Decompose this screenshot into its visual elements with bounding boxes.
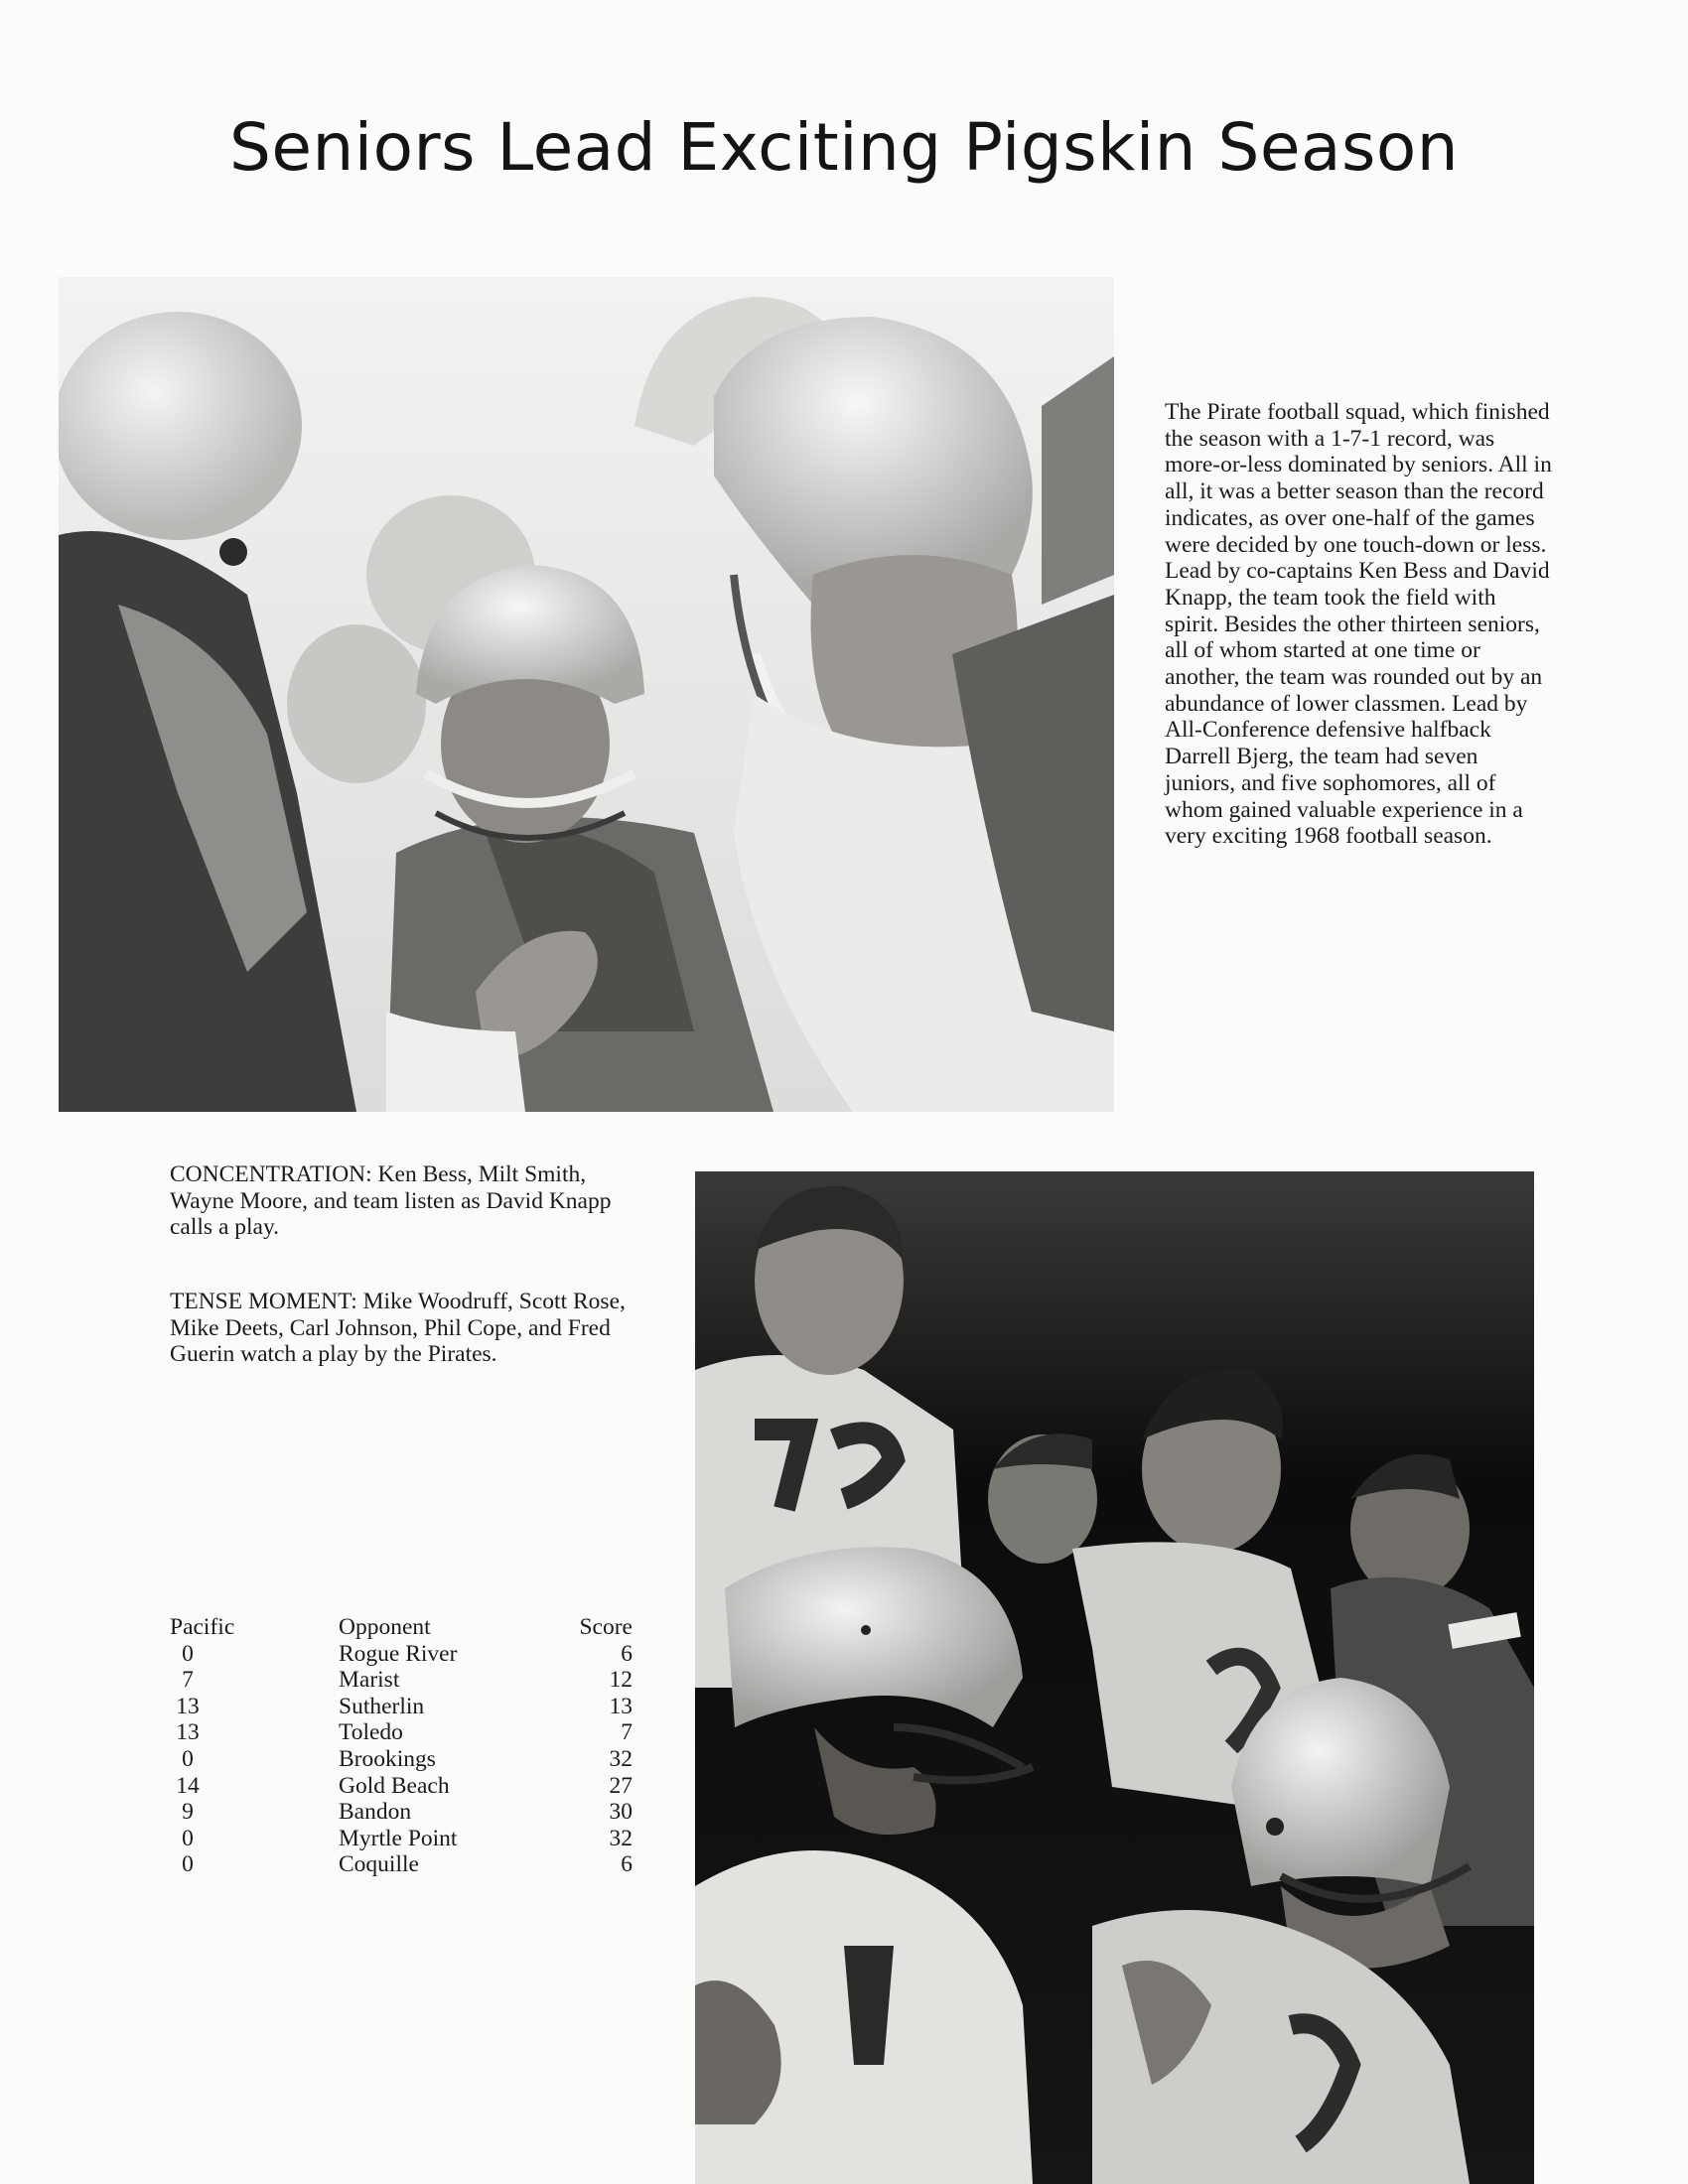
pacific-score: 9 — [182, 1799, 194, 1826]
table-row — [170, 1799, 633, 1826]
opponent-score: 6 — [621, 1640, 633, 1667]
page-title: Seniors Lead Exciting Pigskin Season — [228, 109, 1460, 186]
pacific-score: 0 — [182, 1640, 194, 1667]
opponent-score: 32 — [609, 1825, 633, 1851]
pacific-score: 13 — [176, 1719, 200, 1746]
huddle-photo — [59, 277, 1114, 1112]
pacific-score: 14 — [176, 1772, 200, 1799]
season-scores-table — [170, 1614, 633, 1878]
opponent-name: Toledo — [339, 1719, 403, 1746]
opponent-name: Rogue River — [339, 1640, 458, 1667]
opponent-score: 7 — [621, 1719, 633, 1746]
opponent-name: Gold Beach — [339, 1772, 450, 1799]
opponent-score: 12 — [609, 1667, 633, 1694]
pacific-score: 13 — [176, 1693, 200, 1719]
opponent-name: Coquille — [339, 1851, 419, 1878]
table-row — [170, 1719, 633, 1746]
opponent-name: Sutherlin — [339, 1693, 425, 1719]
opponent-name: Myrtle Point — [339, 1825, 458, 1851]
opponent-score: 13 — [609, 1693, 633, 1719]
table-row — [170, 1667, 633, 1694]
opponent-score: 6 — [621, 1851, 633, 1878]
table-row — [170, 1851, 633, 1878]
sideline-photo — [695, 1171, 1534, 2184]
article-body: The Pirate football squad, which finished the season with a 1-7-1 record, was more-or-less dominated by seniors. All in all, it was a better season than the record indicates, as over one-half of the games were decided by one touch-down or less. Lead by co-captains Ken Bess and David Knapp, the team took the field with spirit. Besides the other thirteen seniors, all of whom started at one time or another, the team was rounded out by an abundance of lower classmen. Lead by All-Conference defensive halfback Darrell Bjerg, the team had seven juniors, and five sophomores, all of whom gained valuable experience in a very exciting 1968 football season. — [1165, 399, 1552, 850]
table-row — [170, 1694, 633, 1720]
pacific-score: 0 — [182, 1825, 194, 1851]
opponent-name: Brookings — [339, 1745, 436, 1772]
opponent-score: 30 — [609, 1799, 633, 1826]
concentration-caption: CONCENTRATION: Ken Bess, Milt Smith, Wayne Moore, and team listen as David Knapp calls a play. — [170, 1161, 612, 1241]
opponent-name: Bandon — [339, 1799, 412, 1826]
opponent-score: 27 — [609, 1772, 633, 1799]
pacific-score: 0 — [182, 1745, 194, 1772]
table-row — [170, 1746, 633, 1773]
opponent-name: Marist — [339, 1667, 400, 1694]
opponent-column-header: Opponent — [339, 1614, 431, 1640]
pacific-score: 0 — [182, 1851, 194, 1878]
table-row — [170, 1826, 633, 1852]
opponent-score: 32 — [609, 1745, 633, 1772]
scores-header-row — [170, 1614, 633, 1641]
table-row — [170, 1641, 633, 1668]
pacific-score: 7 — [182, 1667, 194, 1694]
score-column-header: Score — [579, 1614, 633, 1640]
pacific-column-header: Pacific — [170, 1614, 235, 1640]
table-row — [170, 1773, 633, 1800]
tense-moment-caption: TENSE MOMENT: Mike Woodruff, Scott Rose, Mike Deets, Carl Johnson, Phil Cope, and Fred Guerin watch a play by the Pirates. — [170, 1289, 626, 1368]
